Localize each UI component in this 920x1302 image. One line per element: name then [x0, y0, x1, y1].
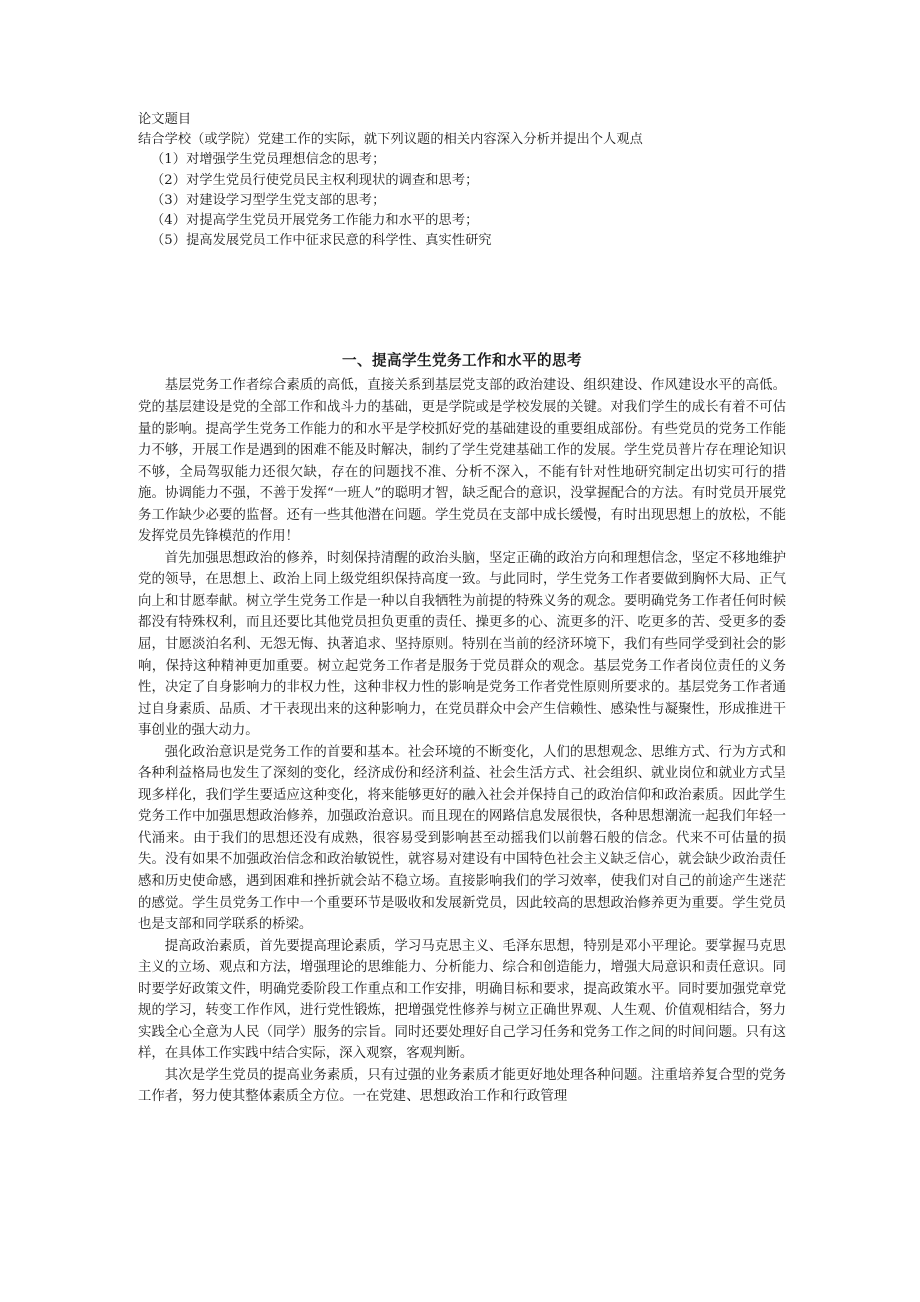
topic-list	[138, 150, 786, 251]
list-item: （2）对学生党员行使党员民主权利现状的调查和思考；	[151, 172, 479, 188]
paper-title-label: 论文题目	[138, 112, 192, 127]
list-item: （1）对增强学生党员理想信念的思考；	[151, 152, 386, 168]
body-paragraph: 提高政治素质，首先要提高理论素质，学习马克思主义、毛泽东思想，特别是邓小平理论。要掌握马克思主义的立场、观点和方法，增强理论的思维能力、分析能力、综合和创造能力，增强大局意识和责任意识。同时要学好政策文件，明确党委阶段工作重点和工作安排，明确目标和要求，提高政策水平。同时要加强党章党规的学习，转变工作作风，进行党性锻炼，把增强党性修养与树立正确世界观、人生观、价值观相结合，努力实践全心全意为人民（同学）服务的宗旨。同时还要处理好自己学习任务和党务工作之间的时间问题。只有这样，在具体工作实践中结合实际，深入观察，客观判断。	[138, 938, 786, 1062]
assignment-instruction: 结合学校（或学院）党建工作的实际，就下列议题的相关内容深入分析并提出个人观点	[138, 132, 643, 148]
body-paragraph: 其次是学生党员的提高业务素质，只有过强的业务素质才能更好地处理各种问题。注重培养复合型的党务工作者，努力使其整体素质全方位。一在党建、思想政治工作和行政管理	[138, 1067, 786, 1105]
list-item: （4）对提高学生党员开展党务工作能力和水平的思考；	[151, 213, 479, 229]
body-paragraph: 强化政治意识是党务工作的首要和基本。社会环境的不断变化，人们的思想观念、思维方式、行为方式和各种利益格局也发生了深刻的变化，经济成份和经济利益、社会生活方式、社会组织、就业岗位和就业方式呈现多样化，我们学生要适应这种变化，将来能够更好的融入社会并保持自己的政治信仰和政治素质。因此学生党务工作中加强思想政治修养，加强政治意识。而且现在的网路信息发展很快，各种思想潮流一起我们年轻一代涌来。由于我们的思想还没有成熟，很容易受到影响甚至动摇我们以前磐石般的信念。代来不可估量的损失。没有如果不加强政治信念和政治敏锐性，就容易对建设有中国特色社会主义缺乏信心，就会缺少政治责任感和历史使命感，遇到困难和挫折就会站不稳立场。直接影响我们的学习效率，使我们对自己的前途产生迷茫的感觉。学生员党务工作中一个重要环节是吸收和发展新党员，因此较高的思想政治修养更为重要。学生党员也是支部和同学联系的桥梁。	[138, 744, 786, 933]
assignment-header	[138, 110, 786, 251]
title-spacer	[138, 251, 786, 350]
section-heading: 一、提高学生党务工作和水平的思考	[342, 352, 582, 370]
page-content	[138, 110, 786, 1108]
list-item: （5）提高发展党员工作中征求民意的科学性、真实性研究	[151, 233, 492, 249]
list-item: （3）对建设学习型学生党支部的思考；	[151, 192, 386, 208]
body-paragraph: 首先加强思想政治的修养，时刻保持清醒的政治头脑，坚定正确的政治方向和理想信念，坚定不移地维护党的领导，在思想上、政治上同上级党组织保持高度一致。与此同时，学生党务工作者要做到胸怀大局、正气向上和甘愿奉献。树立学生党务工作是一种以自我牺牲为前提的特殊义务的观念。要明确党务工作者任何时候都没有特殊权利，而且还要比其他党员担负更重的责任、操更多的心、流更多的汗、吃更多的苦、受更多的委屈，甘愿淡泊名利、无怨无悔、执著追求、坚持原则。特别在当前的经济环境下，我们有些同学受到社会的影响，保持这种精神更加重要。树立起党务工作者是服务于党员群众的观念。基层党务工作者岗位责任的义务性，决定了自身影响力的非权力性，这种非权力性的影响是党务工作者党性原则所要求的。基层党务工作者通过自身素质、品质、才干表现出来的这种影响力，在党员群众中会产生信赖性、感染性与凝聚性，形成推进干事创业的强大动力。	[138, 550, 786, 739]
body-paragraph: 基层党务工作者综合素质的高低，直接关系到基层党支部的政治建设、组织建设、作风建设水平的高低。党的基层建设是党的全部工作和战斗力的基础，更是学院或是学校发展的关键。对我们学生的成长有着不可估量的影响。提高学生党务工作能力的和水平是学校抓好党的基础建设的重要组成部份。有些党员的党务工作能力不够，开展工作是遇到的困难不能及时解决，制约了学生党建基础工作的发展。学生党员普片存在理论知识不够，全局驾驭能力还很欠缺，存在的问题找不准、分析不深入，不能有针对性地研究制定出切实可行的措施。协调能力不强，不善于发挥“一班人”的聪明才智，缺乏配合的意识，没掌握配合的方法。有时党员开展党务工作缺少必要的监督。还有一些其他潜在问题。学生党员在支部中成长缓慢，有时出现思想上的放松，不能发挥党员先锋模范的作用！	[138, 378, 786, 545]
